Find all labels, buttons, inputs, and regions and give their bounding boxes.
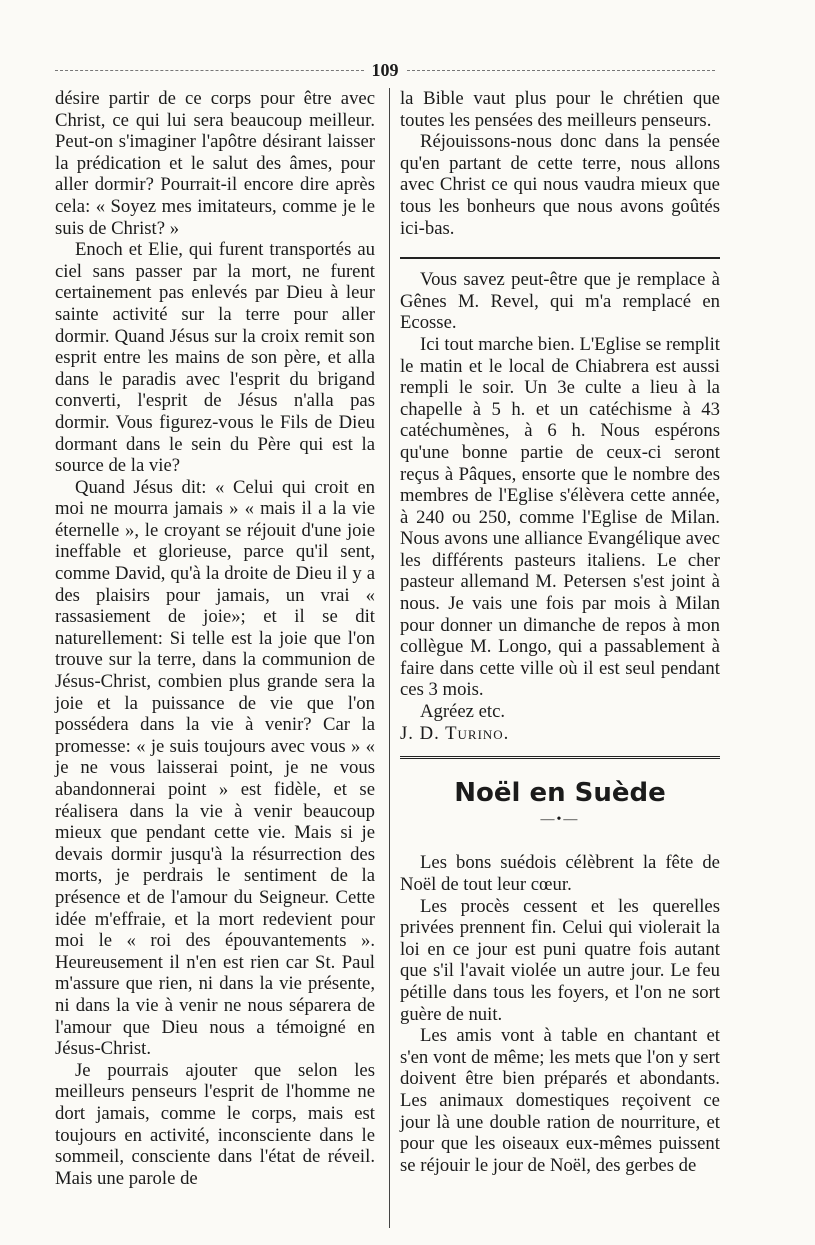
title-ornament: —•— (540, 811, 580, 827)
header-rule-right (407, 70, 716, 71)
paragraph: Quand Jésus dit: « Celui qui croit en moi ne mourra jamais » « mais il a la vie éternelle », le croyant se réjouit d'une joie ineffable et glorieuse, parce qu'il sent, comme David, qu'à la droite de Dieu il y a des plaisirs pour jamais, un vrai « rassasiement de joie»; et il se dit naturellement: Si telle est la joie que l'on trouve sur la terre, dans la communion de Jésus-Christ, combien plus grande sera la joie et la puissance de vie que l'on possédera dans la vie à venir? Car la promesse: « je suis toujours avec vous » « je ne vous laisserai point, je ne vous abandonnerai point » est fidèle, et se réalisera dans la vie à venir beaucoup mieux que pendant cette vie. Mais si je devais dormir jusqu'à la résurrection des morts, je perdrais le sentiment de la présence et de l'amour du Seigneur. Cette idée m'effraie, et la mort redevient pour moi le « roi des épouvantements ». Heureusement il n'en est rien car St. Paul m'assure que rien, ni dans la vie présente, ni dans la vie à venir ne nous séparera de l'amour que Dieu nous a témoigné en Jésus-Christ. (55, 476, 375, 1060)
letter-paragraph: Vous savez peut-être que je remplace à Gênes M. Revel, qui m'a remplacé en Ecosse. (399, 269, 720, 334)
section-separator (400, 257, 720, 259)
letter-signoff: Agréez etc. (419, 701, 506, 723)
paragraph: Enoch et Elie, qui furent transportés au ciel sans passer par la mort, ne furent certainement pas enlevés par Dieu à leur sainte activité sur la terre pour aller dormir. Quand Jésus sur la croix remit son esprit entre les mains de son père, et alla dans le paradis avec l'esprit du brigand converti, l'esprit de Jésus n'alla pas dormir. Vous figurez-vous le Fils de Dieu dormant dans le sein du Père qui est la source de la vie? (55, 239, 375, 477)
paragraph: Les bons suédois célèbrent la fête de Noël de tout leur cœur. (399, 852, 720, 895)
paragraph: Je pourrais ajouter que selon les meilleurs penseurs l'esprit de l'homme ne dort jamais, comme le corps, mais est toujours en activité, inconsciente dans le sommeil, consciente dans l'état de réveil. Mais une parole de (55, 1059, 375, 1189)
letter-signature: J. D. Turino. (399, 722, 510, 744)
column-divider (389, 88, 390, 1228)
double-rule-divider (400, 756, 720, 759)
article-title: Noël en Suède (454, 778, 666, 809)
paragraph: la Bible vaut plus pour le chrétien que toutes les pensées des meilleurs penseurs. (399, 88, 720, 131)
left-column (55, 88, 383, 1228)
header-rule-left (55, 70, 364, 71)
letter-paragraph: Ici tout marche bien. L'Eglise se remplit le matin et le local de Chiabrera est aussi rempli le soir. Un 3e culte a lieu à la chapelle à 5 h. et un catéchisme à 43 catéchumènes, à 6 h. Nous espérons qu'une bonne partie de ceux-ci seront reçus à Pâques, ensorte que le nombre des membres de l'Eglise s'élèvera cette année, à 240 ou 250, comme l'Eglise de Milan. Nous avons une alliance Evangélique avec les différents pasteurs italiens. Le cher pasteur allemand M. Petersen s'est joint à nous. Je vais une fois par mois à Milan pour donner un dimanche de repos à mon collègue M. Longo, qui a passablement à faire dans cette ville où il est seul pendant ces 3 mois. (399, 333, 720, 701)
paragraph: désire partir de ce corps pour être avec Christ, ce qui lui sera beaucoup meilleur. Peut-on s'imaginer l'apôtre désirant laisser la prédication et le salut des âmes, pour aller dormir? Pourrait-il encore dire après cela: « Soyez mes imitateurs, comme je le suis de Christ? » (55, 88, 375, 239)
page-header (55, 60, 715, 81)
paragraph: Les procès cessent et les querelles privées prennent fin. Celui qui violerait la loi en ce jour est puni quatre fois autant que s'il l'avait violée un autre jour. Le feu pétille dans tous les foyers, et l'on ne sort guère de nuit. (399, 895, 720, 1025)
page-number: 109 (371, 60, 399, 80)
two-column-body (55, 88, 720, 1228)
paragraph: Les amis vont à table en chantant et s'en vont de même; les mets que l'on y sert doivent être bien préparés et abondants. Les animaux domestiques reçoivent ce jour là une double ration de nourriture, et pour que les oiseaux eux-mêmes puissent se réjouir le jour de Noël, des gerbes de (399, 1025, 720, 1176)
right-column (396, 88, 720, 1228)
paragraph: Réjouissons-nous donc dans la pensée qu'en partant de cette terre, nous allons avec Christ ce qui nous vaudra mieux que tous les bonheurs que nous avons goûtés ici-bas. (399, 131, 720, 239)
